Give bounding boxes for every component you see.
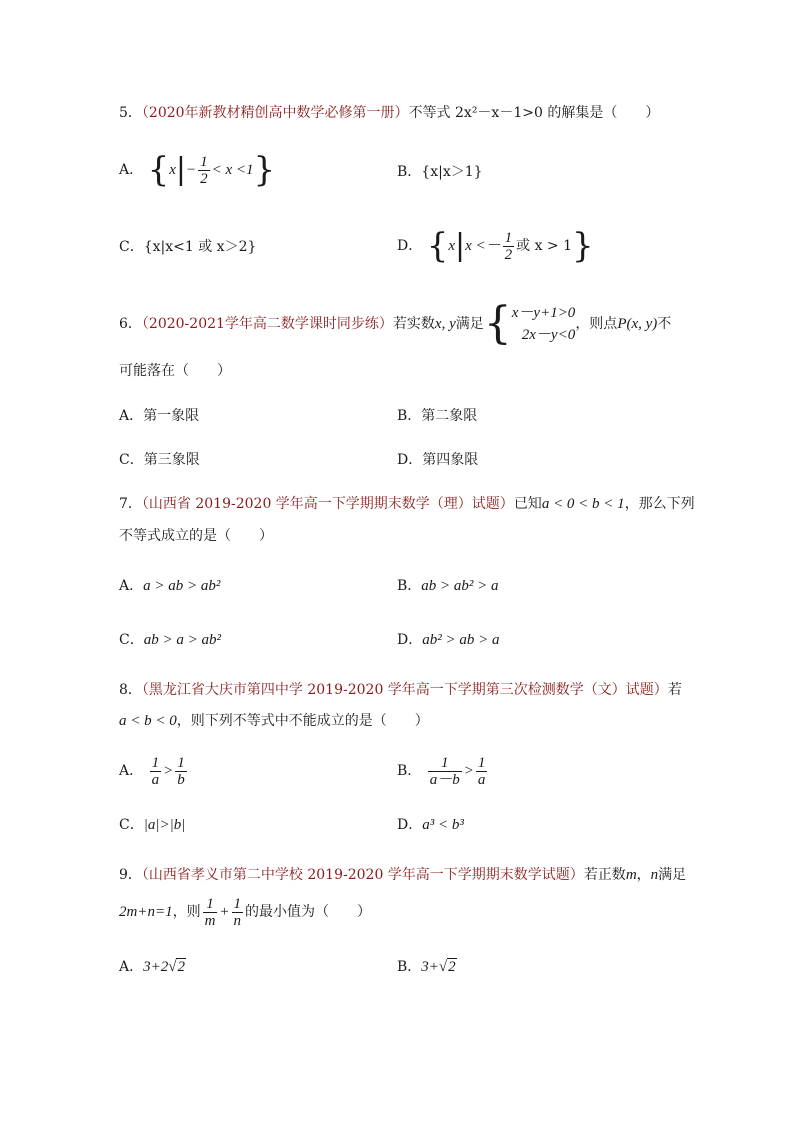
set-variable: x bbox=[448, 238, 455, 254]
option-label: B． bbox=[397, 959, 422, 975]
q8-option-d bbox=[397, 816, 464, 834]
q6-option-b bbox=[397, 407, 477, 425]
option-text: a³ < b³ bbox=[422, 817, 464, 833]
q6-source: （2020-2021学年高二数学课时同步练） bbox=[141, 316, 393, 332]
q6-text: ，则点 bbox=[575, 316, 618, 332]
q6-text: 若实数 bbox=[392, 316, 435, 332]
q7-source: （山西省 2019-2020 学年高一下学期期末数学（理）试题） bbox=[141, 496, 514, 512]
q8-stem-cont bbox=[119, 712, 429, 730]
q8-condition: a < b < 0 bbox=[119, 713, 177, 729]
q7-stem-cont bbox=[119, 527, 273, 545]
q8-b-frac2: $\frac{1}{a}$ bbox=[477, 754, 486, 788]
set-variable: x bbox=[169, 162, 176, 178]
set-condition: < x <1 bbox=[211, 162, 254, 178]
set-bar: | bbox=[455, 228, 466, 263]
option-label: C． bbox=[119, 817, 144, 833]
q5-option-b bbox=[397, 163, 483, 181]
q9-source: （山西省孝义市第二中学校 2019-2020 学年高一下学期期末数学试题） bbox=[141, 867, 584, 883]
option-label: B． bbox=[397, 164, 422, 180]
radicand: 2 bbox=[177, 959, 185, 975]
option-label: D． bbox=[397, 238, 423, 254]
q9-stem bbox=[119, 866, 686, 884]
q9-text: 满足 bbox=[658, 867, 687, 883]
option-text: 3+ bbox=[421, 959, 439, 975]
q8-number: 8． bbox=[119, 682, 142, 698]
relation: > bbox=[163, 763, 174, 779]
option-text: 第四象限 bbox=[422, 452, 479, 468]
q8-option-b bbox=[397, 752, 489, 790]
system-brace: { bbox=[483, 298, 512, 349]
option-label: C． bbox=[119, 239, 144, 255]
q8-source: （黑龙江省大庆市第四中学 2019-2020 学年高一下学期第三次检测数学（文）试题） bbox=[141, 682, 668, 698]
q6-option-d bbox=[397, 451, 478, 469]
option-text: 第一象限 bbox=[143, 408, 200, 424]
q9-condition: 2m+n=1 bbox=[119, 904, 173, 920]
right-brace: } bbox=[253, 150, 276, 190]
q9-stem-cont bbox=[119, 892, 371, 932]
q9-option-a bbox=[119, 958, 186, 976]
option-text: 第三象限 bbox=[143, 452, 200, 468]
option-text: {x|x<1 或 x＞2} bbox=[143, 239, 257, 255]
option-label: A． bbox=[119, 408, 144, 424]
option-label: A． bbox=[119, 763, 144, 779]
option-text: 第二象限 bbox=[421, 408, 478, 424]
q7-option-d bbox=[397, 631, 499, 649]
q6-text: 可能落在（ ） bbox=[119, 363, 231, 379]
option-label: B． bbox=[397, 578, 422, 594]
q6-text: 满足 bbox=[455, 316, 484, 332]
q5-number: 5． bbox=[119, 105, 142, 121]
q6-text: 不 bbox=[657, 316, 672, 332]
option-text: 3+2 bbox=[143, 959, 169, 975]
option-label: D． bbox=[397, 632, 423, 648]
left-brace: { bbox=[147, 150, 170, 190]
q7-option-a bbox=[119, 577, 220, 595]
option-label: B． bbox=[397, 408, 422, 424]
option-label: D． bbox=[397, 452, 423, 468]
q7-text: 不等式成立的是（ ） bbox=[119, 528, 273, 544]
q7-option-b bbox=[397, 577, 499, 595]
radicand: 2 bbox=[448, 959, 456, 975]
q5-option-a: A． {x|− $\frac{1}{2}$ < x <1} bbox=[119, 150, 276, 190]
q9-separator: ， bbox=[636, 867, 651, 883]
option-label: C． bbox=[119, 632, 144, 648]
option-text: ab² > ab > a bbox=[422, 632, 500, 648]
q6-stem-cont bbox=[119, 362, 231, 380]
option-text: ab > ab² > a bbox=[421, 578, 499, 594]
option-text: a > ab > ab² bbox=[143, 578, 221, 594]
q8-a-frac1: $\frac{1}{a}$ bbox=[151, 754, 160, 788]
q8-b-frac1: $\frac{1}{a-b}$ bbox=[429, 754, 460, 788]
q5-stem bbox=[119, 104, 659, 122]
q6-variables: x, y bbox=[434, 316, 456, 332]
q7-stem bbox=[119, 495, 695, 513]
q9-var-n: n bbox=[650, 867, 659, 883]
set-condition: x <－ bbox=[465, 238, 501, 254]
q8-text: ，则下列不等式中不能成立的是（ ） bbox=[176, 713, 429, 729]
option-label: D． bbox=[397, 817, 423, 833]
relation: > bbox=[463, 763, 474, 779]
option-text: ab > a > ab² bbox=[143, 632, 221, 648]
q7-option-c bbox=[119, 631, 221, 649]
q9-number: 9． bbox=[119, 867, 142, 883]
q9-text: ，则 bbox=[172, 904, 201, 920]
q8-a-frac2: $\frac{1}{b}$ bbox=[177, 754, 185, 788]
q6-point: P(x, y) bbox=[617, 316, 658, 332]
option-label: C． bbox=[119, 452, 144, 468]
q8-stem bbox=[119, 681, 682, 699]
q5-d-fraction: $\frac{1}{2}$ bbox=[504, 229, 513, 263]
q6-system: x－y+1>0 2x－y<0 bbox=[511, 305, 576, 343]
q5-option-c bbox=[119, 238, 256, 256]
q6-option-a bbox=[119, 407, 199, 425]
right-brace: } bbox=[572, 226, 594, 266]
option-label: A． bbox=[119, 162, 144, 178]
option-text: {x|x＞1} bbox=[421, 164, 483, 180]
sqrt-icon: √ bbox=[438, 959, 448, 975]
q5-a-fraction: $\frac{1}{2}$ bbox=[200, 153, 208, 187]
set-condition-tail: 或 x > 1 bbox=[516, 238, 573, 254]
q8-option-a bbox=[119, 752, 189, 790]
option-label: A． bbox=[119, 959, 144, 975]
q8-option-c bbox=[119, 816, 185, 834]
q7-condition: a < 0 < b < 1 bbox=[541, 496, 625, 512]
plus-sign: + bbox=[219, 904, 230, 920]
q9-option-b bbox=[397, 958, 457, 976]
option-label: B． bbox=[397, 763, 422, 779]
set-bar: | bbox=[175, 152, 186, 187]
q5-option-d bbox=[397, 228, 594, 264]
q8-text: 若 bbox=[667, 682, 682, 698]
option-label: A． bbox=[119, 578, 144, 594]
q7-text: 已知 bbox=[513, 496, 542, 512]
q5-text: 不等式 2x²－x－1>0 的解集是（ ） bbox=[408, 105, 660, 121]
q9-text: 的最小值为（ ） bbox=[245, 904, 372, 920]
option-text: |a|>|b| bbox=[143, 817, 186, 833]
sqrt-icon: √ bbox=[168, 959, 177, 975]
q6-number: 6． bbox=[119, 316, 142, 332]
left-brace: { bbox=[426, 226, 449, 266]
q6-option-c bbox=[119, 451, 200, 469]
q9-frac2: $\frac{1}{n}$ bbox=[233, 895, 242, 929]
q9-var-m: m bbox=[625, 867, 637, 883]
q7-number: 7． bbox=[119, 496, 142, 512]
q5-source: （2020年新教材精创高中数学必修第一册） bbox=[141, 105, 409, 121]
q7-text: ，那么下列 bbox=[624, 496, 695, 512]
q6-stem bbox=[119, 298, 672, 349]
q9-frac1: $\frac{1}{m}$ bbox=[204, 895, 216, 929]
q9-text: 若正数 bbox=[583, 867, 626, 883]
